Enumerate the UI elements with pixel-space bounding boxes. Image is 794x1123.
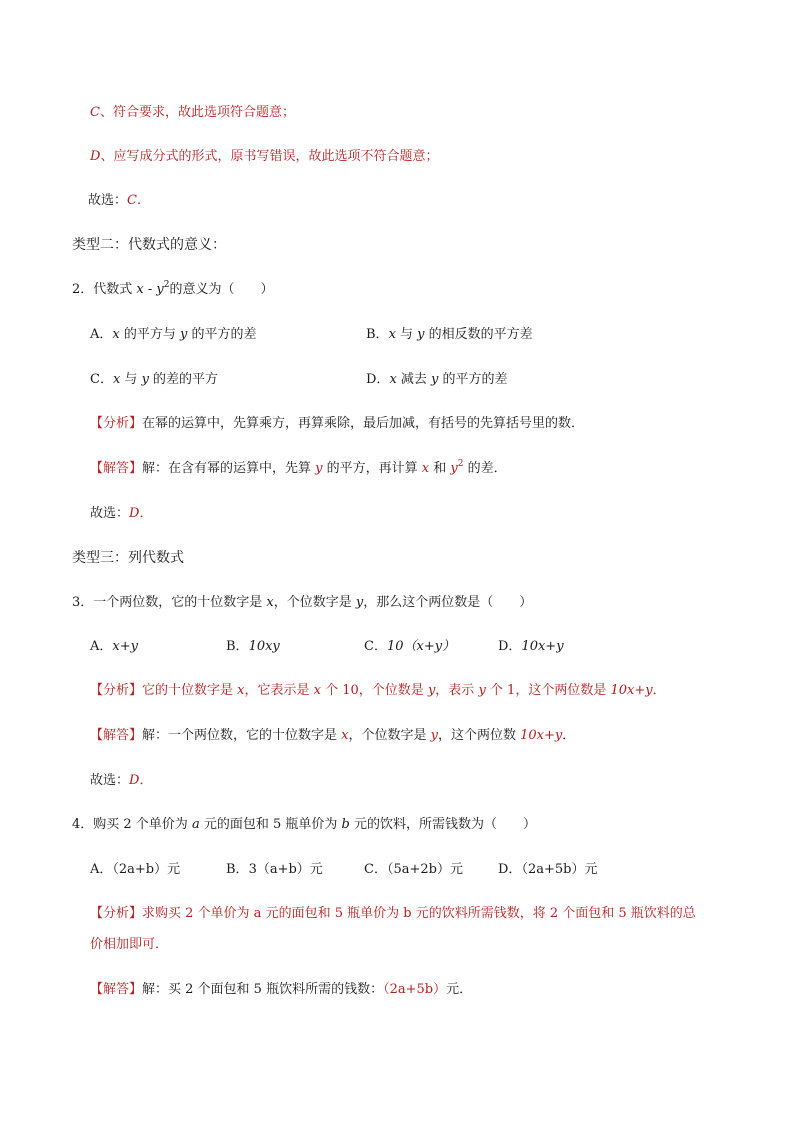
option-value: （5a+2b）元 — [386, 862, 463, 877]
solution-value: （2a+5b） — [383, 982, 447, 997]
stem-text: 元的饮料，所需钱数为（ ） — [349, 817, 536, 832]
stem-text: 2．代数式 — [72, 282, 137, 297]
analysis-value: 10x+y — [610, 683, 653, 698]
q3-stem — [72, 594, 532, 612]
analysis-text: ，它表示是 — [244, 683, 314, 698]
var: y — [141, 372, 149, 387]
var: x — [313, 683, 321, 698]
answer-letter: D — [129, 506, 140, 521]
option-text: 的差的平方 — [148, 372, 219, 387]
section-heading-type2: 类型二：代数式的意义： — [72, 237, 226, 253]
analysis-end: ． — [652, 683, 666, 698]
option-value: 10x+y — [521, 639, 564, 654]
solution-tag: 【解答】 — [90, 728, 143, 743]
var: y — [430, 728, 438, 743]
answer-end: ． — [139, 773, 153, 788]
stem-text: 元的面包和 5 瓶单价为 — [199, 817, 342, 832]
analysis-tag: 【分析】 — [90, 416, 143, 431]
option-letter: D — [90, 149, 101, 164]
solution-text: 解：在含有幂的运算中，先算 — [142, 461, 316, 476]
stem-text: 的意义为（ ） — [169, 282, 274, 297]
solution-value: 10x+y — [520, 728, 563, 743]
option-label: A． — [90, 862, 113, 877]
q4-option-b — [226, 861, 323, 879]
option-text: 的平方的差 — [187, 327, 257, 342]
answer-letter: D — [129, 773, 140, 788]
q3-option-c — [364, 638, 455, 656]
option-value: 10（x+y） — [386, 639, 456, 654]
option-label: B． — [226, 639, 249, 654]
option-label: D． — [366, 372, 390, 387]
answer-end: ． — [139, 506, 153, 521]
q4-analysis-line2: 价相加即可． — [90, 937, 169, 952]
q2-answer — [90, 505, 152, 523]
answer-letter: C — [127, 193, 137, 208]
stem-text: ，个位数字是 — [273, 595, 356, 610]
analysis-text: 求购买 2 个单价为 a 元的面包和 5 瓶单价为 b 元的饮料所需钱数，将 2 个面包和 5 瓶饮料的总 — [142, 906, 696, 921]
q3-analysis — [90, 682, 666, 700]
q4-analysis-line1 — [90, 905, 696, 923]
solution-text: ，个位数字是 — [348, 728, 431, 743]
option-d-explanation — [90, 148, 438, 166]
analysis-text: ，表示 — [435, 683, 479, 698]
answer-prefix: 故选： — [90, 506, 130, 521]
solution-text: 的平方，再计算 — [322, 461, 422, 476]
q3-option-d — [498, 638, 564, 656]
option-value: （2a+5b）元 — [521, 862, 598, 877]
var: y — [156, 282, 164, 297]
option-text: 与 — [395, 327, 418, 342]
answer-end: . — [136, 193, 142, 208]
option-label: D． — [498, 639, 522, 654]
option-label: B． — [226, 862, 249, 877]
analysis-text: 它的十位数字是 — [142, 683, 238, 698]
solution-tag: 【解答】 — [90, 982, 143, 997]
q2-stem — [72, 281, 274, 299]
option-text: 减去 — [396, 372, 432, 387]
var: x — [266, 595, 274, 610]
var: y — [180, 327, 188, 342]
var: x — [112, 327, 120, 342]
stem-text: 4．购买 2 个单价为 — [72, 817, 192, 832]
solution-text: 和 — [429, 461, 451, 476]
q2-solution — [90, 460, 507, 478]
q2-option-a — [90, 326, 257, 344]
option-label: D． — [498, 862, 522, 877]
option-label: B． — [366, 327, 389, 342]
option-label: C． — [364, 862, 387, 877]
analysis-tag: 【分析】 — [90, 906, 143, 921]
exponent: 2 — [163, 280, 170, 290]
exponent: 2 — [457, 459, 464, 469]
q2-analysis — [90, 415, 584, 433]
option-value: （2a+b）元 — [112, 862, 181, 877]
analysis-tag: 【分析】 — [90, 683, 143, 698]
option-label: C． — [90, 372, 113, 387]
var: b — [341, 817, 350, 832]
q4-option-c — [364, 861, 463, 879]
var: y — [478, 683, 486, 698]
option-letter: C — [90, 105, 100, 120]
q2-option-d — [366, 371, 508, 389]
option-text: 的平方的差 — [438, 372, 508, 387]
q3-answer — [90, 772, 152, 790]
option-text: 的相反数的平方差 — [424, 327, 533, 342]
answer-prefix: 故选： — [90, 773, 130, 788]
option-text: 的平方与 — [119, 327, 180, 342]
analysis-text: 个 1，这个两位数是 — [485, 683, 611, 698]
analysis-text: 个 10，个位数是 — [320, 683, 428, 698]
section-heading-type3: 类型三：列代数式 — [72, 550, 184, 566]
q3-option-a — [90, 638, 138, 656]
var: y — [315, 461, 323, 476]
var: y — [355, 595, 364, 610]
var: a — [191, 817, 200, 832]
option-label: A． — [90, 639, 113, 654]
var: y — [417, 327, 425, 342]
option-value: x+y — [112, 639, 138, 654]
explanation-text: 、符合要求，故此选项符合题意； — [99, 105, 295, 120]
option-label: A． — [90, 327, 113, 342]
option-text: 与 — [120, 372, 142, 387]
q4-option-a — [90, 861, 180, 879]
option-value: 10xy — [248, 639, 280, 654]
q2-option-b — [366, 326, 533, 344]
q3-solution — [90, 727, 575, 745]
q4-solution — [90, 981, 472, 999]
q3-option-b — [226, 638, 280, 656]
option-value: 3（a+b）元 — [248, 862, 323, 877]
analysis-text: 在幂的运算中，先算乘方，再算乘除，最后加减，有括号的先算括号里的数． — [142, 416, 585, 431]
stem-text: ，那么这个两位数是（ ） — [363, 595, 533, 610]
explanation-text: 、应写成分式的形式，原书写错误，故此选项不符合题意； — [100, 149, 439, 164]
var: x — [421, 461, 430, 476]
option-c-explanation — [90, 104, 295, 122]
var: y — [450, 461, 458, 476]
q4-option-d — [498, 861, 597, 879]
solution-text: 解：一个两位数，它的十位数字是 — [142, 728, 342, 743]
solution-tag: 【解答】 — [90, 461, 143, 476]
op: - — [143, 282, 157, 297]
var: x — [388, 327, 396, 342]
var: x — [112, 372, 121, 387]
var: x — [237, 683, 245, 698]
var: x — [389, 372, 397, 387]
option-label: C． — [364, 639, 387, 654]
q2-option-c — [90, 371, 218, 389]
q4-stem — [72, 816, 536, 834]
var: y — [431, 372, 439, 387]
q1-answer — [88, 192, 141, 210]
var: x — [341, 728, 349, 743]
stem-text: 3．一个两位数，它的十位数字是 — [72, 595, 267, 610]
solution-end: 元． — [446, 982, 473, 997]
answer-prefix: 故选： — [88, 193, 128, 208]
solution-end: ． — [562, 728, 576, 743]
var: y — [427, 683, 436, 698]
solution-text: 的差． — [463, 461, 507, 476]
solution-text: 解：买 2 个面包和 5 瓶饮料所需的钱数： — [142, 982, 384, 997]
solution-text: ，这个两位数 — [438, 728, 521, 743]
var: x — [136, 282, 144, 297]
